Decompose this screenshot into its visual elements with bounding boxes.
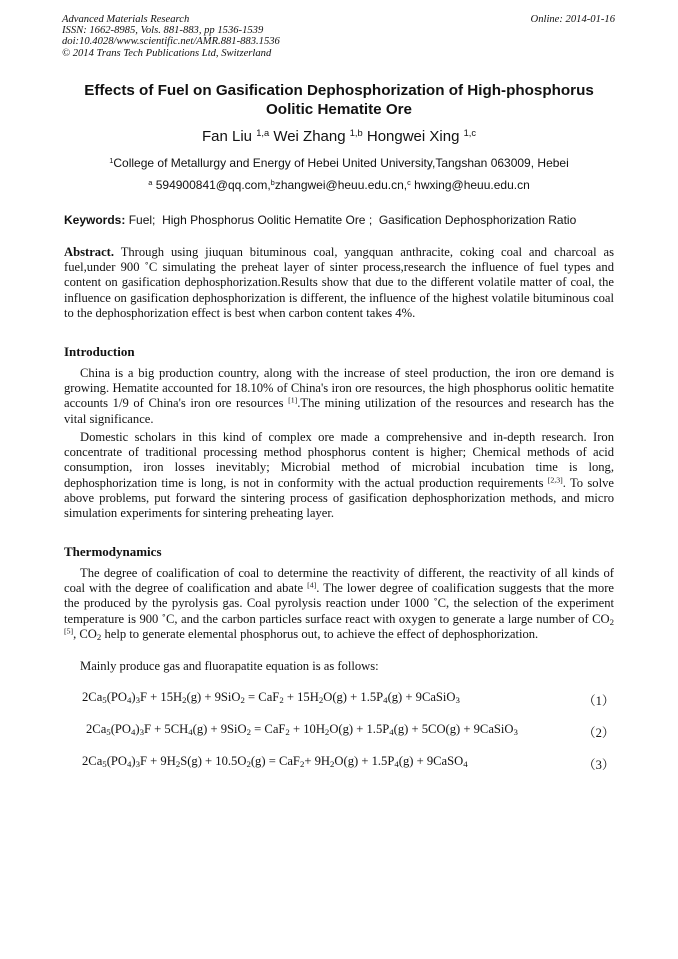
chemical-equation: $2Ca_5(PO_4)_3F + 15H_2(g) + 9SiO_2 = CaF_2 + 15H_2O(g) + 1.5P_4(g)$ + 9CaSiO$_3$	[82, 690, 460, 706]
author-emails	[0, 178, 678, 192]
thermo-paragraph: The degree of coalification of coal to determine the reactivity of different, the reactivity of all kinds of coal with the degree of coalification and abate [4]. The lower degree of coalification suggests that the more the produced by the pyrolysis gas. Coal pyrolysis reaction under 1000 ˚C, the selection of the experiment temperature is 900 ˚C, and the carbon particles surface react with oxygen to generate a large number of $CO_2$ [5], $CO_2$ help to generate elemental phosphorus out, to achieve the effect of dephosphorization.	[64, 566, 615, 643]
paragraph-text: Domestic scholars in this kind of complex ore made a comprehensive and in-depth research. Iron concentrate of traditional processing method phosphorus content is higher; Chemical methods of acid consumption, iron losses inevitably; Microbial method of microbial incubation time is long, dephosphorization time is long, is not in conformity with the actual production requirements	[64, 430, 614, 490]
author-name: Hongwei Xing	[366, 128, 460, 145]
title-line-2: Oolitic Hematite Ore	[265, 101, 412, 118]
title-line-1: Effects of Fuel on Gasification Dephosphorization of High-phosphorus	[84, 82, 594, 99]
paragraph-text: .The mining utilization of the resources and research has the vital significance.	[64, 396, 614, 426]
paper-title	[40, 81, 638, 119]
paragraph-text: . To solve above problems, put forward the sintering process of gasification dephosphorization methods, and micro simulation experiments for sintering preheating layer.	[64, 475, 614, 521]
email-mark: b	[270, 177, 275, 187]
citation[interactable]: [2,3]	[547, 475, 563, 485]
paragraph-text: . The lower degree of coalification suggests that the more the produced by the pyrolysis gas. Coal pyrolysis reaction under 1000 ˚C, the selection of the experiment temperature is 900 ˚C, and the carbon particles surface react with oxygen to generate a large number of CO	[64, 581, 615, 626]
chemical-equation: $2Ca_5(PO_4)_3F + 5CH_4(g) + 9SiO_2 = CaF_2 + 10H_2O(g) + 1.5P_4(g) + 5CO(g)$ + 9CaSiO$_3$	[86, 722, 518, 738]
intro-paragraph	[64, 430, 614, 521]
paragraph-text: The degree of coalification of coal to determine the reactivity of different, the reactivity of all kinds of coal with the degree of coalification and abate	[64, 566, 614, 596]
keyword: High Phosphorus Oolitic Hematite Ore ;	[162, 213, 373, 227]
author-affil-mark: 1,c	[463, 127, 476, 138]
section-heading: Introduction	[64, 344, 135, 359]
author-name: Wei Zhang	[273, 128, 346, 145]
journal-name: Advanced Materials Research	[62, 14, 190, 25]
equation-number: （3）	[583, 758, 615, 772]
chemical-equation: $2Ca_5(PO_4)_3F + 9H_2S(g) + 10.5O_2(g) = CaF_2+ 9H_2O(g) + 1.5P_4(g)$ + 9CaSO$_4$	[82, 754, 468, 770]
online-date: Online: 2014-01-16	[530, 14, 615, 25]
paragraph-text: help to generate elemental phosphorus out, to achieve the effect of dephosphorization.	[101, 626, 539, 641]
copyright-line: © 2014 Trans Tech Publications Ltd, Switzerland	[62, 47, 272, 59]
journal-header	[62, 14, 280, 59]
email-address[interactable]: 594900841@qq.com,	[155, 178, 271, 192]
thermo-paragraph: Mainly produce gas and fluorapatite equation is as follows:	[80, 659, 379, 673]
paragraph-text: , CO	[73, 626, 97, 641]
section-heading: Thermodynamics	[64, 544, 162, 559]
abstract-label: Abstract.	[64, 245, 115, 259]
affiliation-text: College of Metallurgy and Energy of Hebei United University,Tangshan 063009, Hebei	[113, 156, 569, 170]
email-mark: c	[407, 177, 411, 187]
abstract	[64, 245, 614, 321]
issn-line: ISSN: 1662-8985, Vols. 881-883, pp 1536-1539	[62, 25, 264, 37]
author-list	[0, 128, 678, 145]
citation[interactable]: [5]	[64, 626, 74, 636]
citation[interactable]: [1]	[288, 396, 298, 406]
affiliation	[0, 156, 678, 170]
keywords-label: Keywords:	[64, 213, 126, 227]
keyword: Fuel;	[128, 213, 156, 227]
intro-paragraph	[64, 366, 614, 427]
author-name: Fan Liu	[201, 128, 253, 145]
email-address[interactable]: zhangwei@heuu.edu.cn,	[274, 178, 408, 192]
doi-line: doi:10.4028/www.scientific.net/AMR.881-883.1536	[62, 36, 280, 48]
equation-number: （2）	[583, 726, 615, 740]
email-mark: a	[148, 177, 153, 187]
email-address[interactable]: hwxing@heuu.edu.cn	[414, 178, 530, 192]
affiliation-mark: 1	[109, 155, 114, 165]
keyword: Gasification Dephosphorization Ratio	[378, 213, 577, 227]
paragraph-text: China is a big production country, along with the increase of steel production, the iron ore demand is growing. Hematite accounted for 18.10% of China's iron ore resources, the high phosphorus oolitic hematite accounts 1/9 of China's iron ore resources	[64, 366, 614, 411]
equation-number: （1）	[583, 694, 615, 708]
citation[interactable]: [4]	[307, 580, 317, 590]
author-affil-mark: 1,a	[256, 127, 270, 138]
keywords	[64, 213, 614, 227]
author-affil-mark: 1,b	[349, 127, 363, 138]
abstract-text: Through using jiuquan bituminous coal, yangquan anthracite, coking coal and charcoal as fuel,under 900 ˚C simulating the preheat layer of sinter process,research the influence of fuel types and content on gasification dephosphorization.Results show that due to the different volatile matter of coal, the influence on gasification dephosphorization is different, the influence of the highest volatile bituminous coal to the dephosphorization effect is best when carbon content takes 4%.	[64, 245, 615, 320]
